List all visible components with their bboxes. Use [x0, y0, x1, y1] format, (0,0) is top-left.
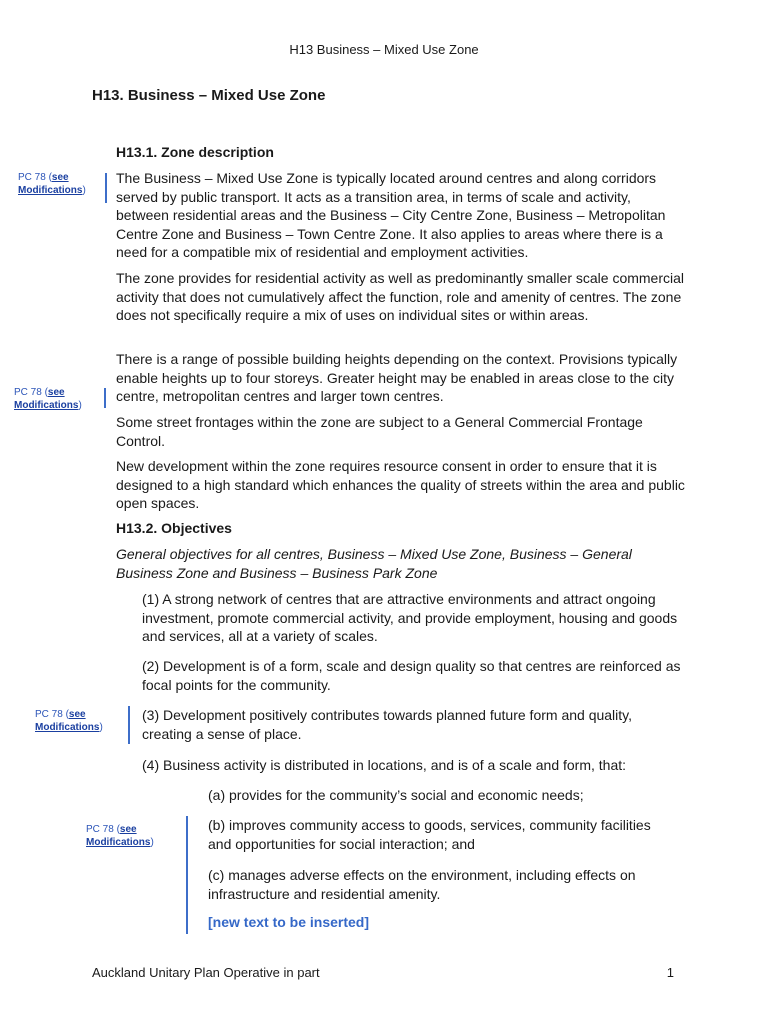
objectives-intro: General objectives for all centres, Business – Mixed Use Zone, Business – General Business Zone and Business – Business Park Zone — [116, 546, 632, 581]
note-suffix: ) — [82, 185, 86, 197]
item-text: improves community access to goods, services, community facilities and opportunities for social interaction; and — [208, 817, 651, 852]
subitem-c — [208, 866, 668, 903]
item-text: A strong network of centres that are attractive environments and attract ongoing investment, promote commercial activity, and provide employment, housing and goods and services, all at a variety of scales. — [142, 591, 678, 645]
item-number: (1) — [142, 591, 160, 607]
margin-note-pc78 — [14, 386, 82, 412]
see-modifications-link[interactable]: see Modifications — [86, 824, 151, 849]
note-prefix: PC 78 ( — [35, 709, 69, 720]
running-header: H13 Business – Mixed Use Zone — [289, 42, 479, 57]
page-number: 1 — [666, 965, 674, 980]
objective-3 — [142, 706, 682, 743]
change-bar — [104, 388, 106, 408]
footer-document-name: Auckland Unitary Plan Operative in part — [92, 965, 320, 980]
item-number: (3) — [142, 707, 160, 723]
item-text: provides for the community’s social and economic needs; — [229, 787, 584, 803]
page-title: H13. Business – Mixed Use Zone — [92, 87, 326, 104]
note-prefix: PC 78 ( — [86, 824, 120, 835]
margin-note-pc78 — [86, 823, 154, 849]
objective-2 — [142, 657, 682, 694]
section-heading-zone-description: H13.1. Zone description — [116, 144, 274, 160]
margin-note-pc78 — [18, 171, 86, 197]
note-suffix: ) — [78, 400, 82, 412]
paragraph: The Business – Mixed Use Zone is typically located around centres and along corridors served by public transport. It acts as a transition area, in terms of scale and activity, between residential areas and the Business – City Centre Zone, Business – Metropolitan Centre Zone and Business – Town Centre Zone. It also applies to areas where there is a need for a compatible mix of residential and employment activities. — [116, 170, 666, 261]
item-number: (4) — [142, 757, 160, 773]
note-suffix: ) — [99, 722, 103, 734]
note-prefix: PC 78 ( — [18, 172, 52, 183]
see-modifications-link[interactable]: see Modifications — [35, 709, 100, 734]
item-number: (b) — [208, 817, 226, 833]
item-number: (c) — [208, 867, 225, 883]
note-suffix: ) — [150, 837, 154, 849]
change-bar — [105, 173, 107, 203]
paragraph: There is a range of possible building heights depending on the context. Provisions typically enable heights up to four storeys. Greater height may be enabled in areas close to the city centre, metropolitan centres and larger town centres. — [116, 351, 678, 405]
objective-4 — [142, 756, 682, 775]
note-prefix: PC 78 ( — [14, 387, 48, 398]
item-number: (2) — [142, 658, 160, 674]
change-bar — [186, 816, 188, 934]
item-number: (a) — [208, 787, 226, 803]
paragraph: New development within the zone requires resource consent in order to ensure that it is designed to a high standard which enhances the quality of streets within the area and public open spaces. — [116, 458, 685, 512]
subitem-b — [208, 816, 668, 853]
item-text: Development is of a form, scale and design quality so that centres are reinforced as focal points for the community. — [142, 658, 681, 693]
margin-note-pc78 — [35, 708, 103, 734]
item-text: Business activity is distributed in locations, and is of a scale and form, that: — [163, 757, 627, 773]
inserted-text-placeholder: [new text to be inserted] — [208, 914, 370, 930]
change-bar — [128, 706, 130, 744]
item-text: manages adverse effects on the environment, including effects on infrastructure and residential amenity. — [208, 867, 636, 902]
see-modifications-link[interactable]: see Modifications — [18, 172, 83, 197]
objective-1 — [142, 590, 682, 646]
item-text: Development positively contributes towards planned future form and quality, creating a sense of place. — [142, 707, 633, 742]
subitem-a — [208, 786, 668, 805]
paragraph: The zone provides for residential activity as well as predominantly smaller scale commercial activity that does not cumulatively affect the function, role and amenity of centres. The zone does not specifically require a mix of uses on individual sites or within areas. — [116, 270, 685, 324]
see-modifications-link[interactable]: see Modifications — [14, 387, 79, 412]
section-heading-objectives: H13.2. Objectives — [116, 520, 232, 536]
paragraph: Some street frontages within the zone are subject to a General Commercial Frontage Control. — [116, 414, 643, 449]
